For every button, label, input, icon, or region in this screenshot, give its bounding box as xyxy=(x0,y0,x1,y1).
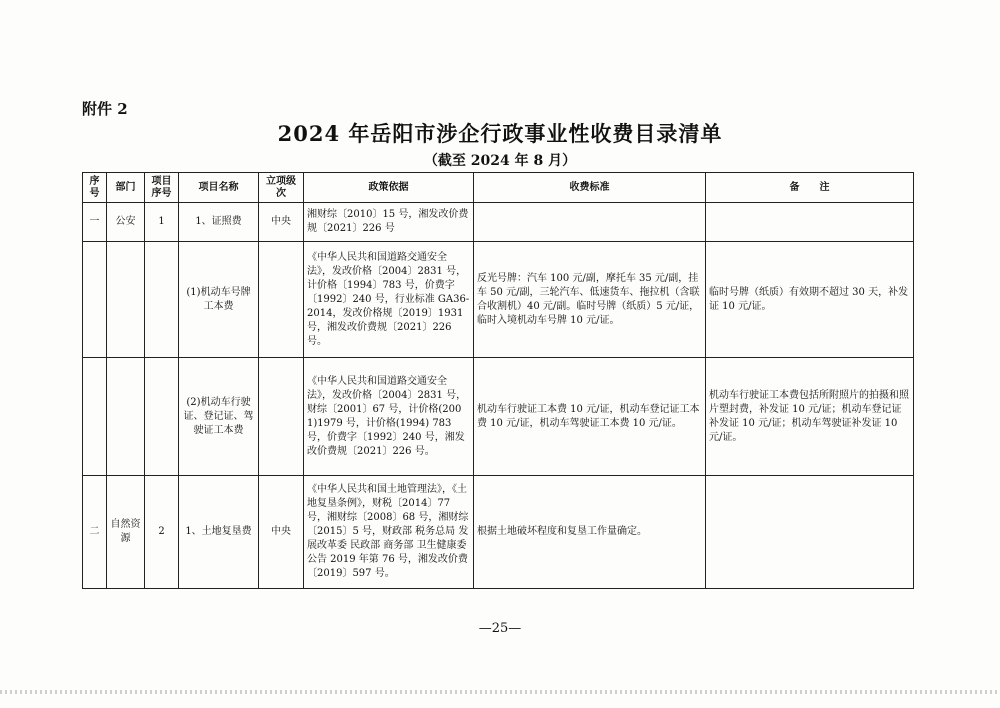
cell-item-seq: 1 xyxy=(145,203,179,242)
cell-level: 中央 xyxy=(259,476,304,589)
table-row xyxy=(83,476,914,589)
page-number: —25— xyxy=(478,621,522,636)
cell-standard: 根据土地破坏程度和复垦工作量确定。 xyxy=(474,476,706,589)
table-row xyxy=(83,358,914,476)
cell-seq xyxy=(83,358,107,476)
cell-basis: 湘财综〔2010〕15 号，湘发改价费规〔2021〕226 号 xyxy=(304,203,474,242)
cell-item-name: 1、土地复垦费 xyxy=(179,476,259,589)
header-item-name: 项目名称 xyxy=(179,173,259,203)
cell-dept: 自然资源 xyxy=(107,476,145,589)
scan-edge-divider xyxy=(0,690,1000,694)
cell-remarks: 机动车行驶证工本费包括所附照片的拍摄和照片塑封费，补发证 10 元/证；机动车登记证补发证 10 元/证；机动车驾驶证补发证 10 元/证。 xyxy=(706,358,914,476)
cell-level xyxy=(259,242,304,358)
table-row xyxy=(83,203,914,242)
header-seq: 序号 xyxy=(83,173,107,203)
cell-basis: 《中华人民共和国道路交通安全法》，发改价格〔2004〕2831 号，计价格〔1994〕783 号，价费字〔1992〕240 号，行业标准 GA36-2014，发改价格规〔2019〕1931 号，湘发改价费规〔2021〕226 号。 xyxy=(304,242,474,358)
attachment-label: 附件 2 xyxy=(82,100,128,118)
cell-remarks: 临时号牌（纸质）有效期不超过 30 天，补发证 10 元/证。 xyxy=(706,242,914,358)
cell-dept xyxy=(107,242,145,358)
cell-basis: 《中华人民共和国道路交通安全法》，发改价格〔2004〕2831 号，财综〔2001〕67 号，计价格(2001)1979 号，计价格(1994) 783 号，价费字〔1992〕240 号，湘发改价费规〔2021〕226 号。 xyxy=(304,358,474,476)
header-standard: 收费标准 xyxy=(474,173,706,203)
cell-item-name: (2)机动车行驶证、登记证、驾驶证工本费 xyxy=(179,358,259,476)
cell-level xyxy=(259,358,304,476)
header-level: 立项级次 xyxy=(259,173,304,203)
header-remarks: 备 注 xyxy=(706,173,914,203)
cell-item-seq xyxy=(145,358,179,476)
cell-item-seq xyxy=(145,242,179,358)
cell-basis: 《中华人民共和国土地管理法》，《土地复垦条例》，财税〔2014〕77 号，湘财综〔2008〕68 号，湘财综〔2015〕5 号，财政部 税务总局 发展改革委 民政部 商务部 卫生健康委公告 2019 年第 76 号，湘发改价费〔2019〕597 号。 xyxy=(304,476,474,589)
cell-remarks xyxy=(706,203,914,242)
cell-dept xyxy=(107,358,145,476)
cell-seq: 二 xyxy=(83,476,107,589)
cell-standard: 机动车行驶证工本费 10 元/证，机动车登记证工本费 10 元/证，机动车驾驶证工本费 10 元/证。 xyxy=(474,358,706,476)
cell-item-seq: 2 xyxy=(145,476,179,589)
cell-remarks xyxy=(706,476,914,589)
cell-dept: 公安 xyxy=(107,203,145,242)
header-dept: 部门 xyxy=(107,173,145,203)
table-header-row xyxy=(83,173,914,203)
header-basis: 政策依据 xyxy=(304,173,474,203)
cell-standard xyxy=(474,203,706,242)
cell-level: 中央 xyxy=(259,203,304,242)
document-title: 2024 年岳阳市涉企行政事业性收费目录清单 xyxy=(277,121,723,146)
fee-catalog-table xyxy=(82,172,914,589)
cell-seq: 一 xyxy=(83,203,107,242)
document-subtitle: （截至 2024 年 8 月） xyxy=(423,153,577,169)
cell-item-name: (1)机动车号牌工本费 xyxy=(179,242,259,358)
header-item-seq: 项目序号 xyxy=(145,173,179,203)
cell-seq xyxy=(83,242,107,358)
cell-item-name: 1、证照费 xyxy=(179,203,259,242)
table-row xyxy=(83,242,914,358)
cell-standard: 反光号牌：汽车 100 元/副，摩托车 35 元/副，挂车 50 元/副，三轮汽车、低速货车、拖拉机（含联合收割机）40 元/副。临时号牌（纸质）5 元/证，临时入境机动车号牌 10 元/证。 xyxy=(474,242,706,358)
